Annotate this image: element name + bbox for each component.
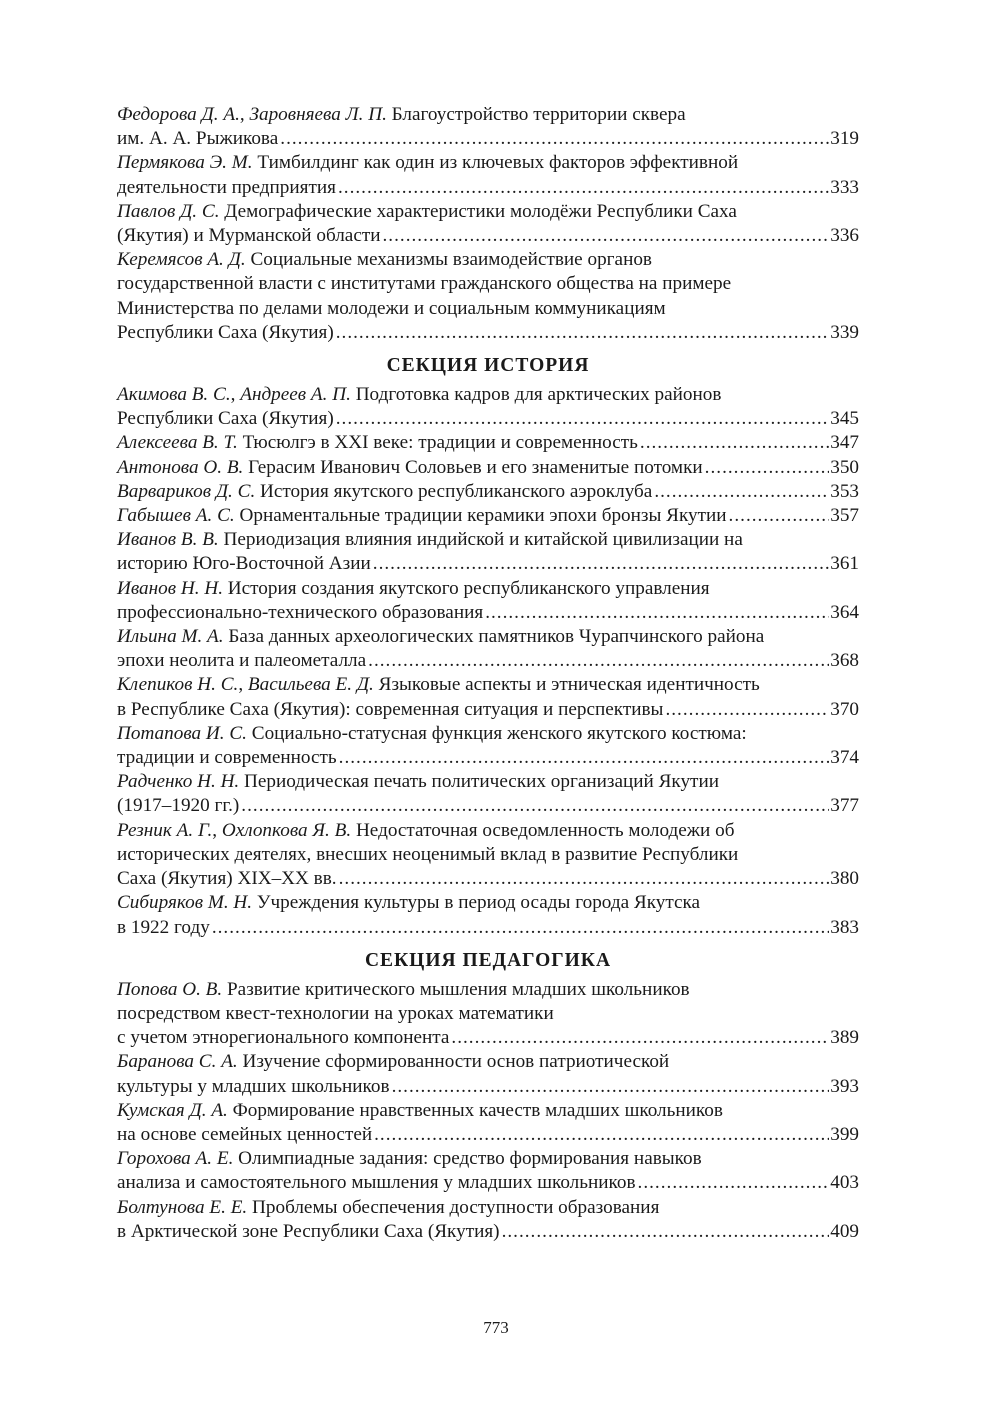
entry-line	[117, 297, 859, 321]
entry-line	[117, 891, 859, 915]
toc-entry[interactable]	[117, 625, 859, 673]
entry-line	[117, 673, 859, 697]
entry-text	[117, 297, 666, 321]
entry-page-number[interactable]: 361	[830, 553, 859, 575]
co-author-name: Васильева Е. Д.	[247, 674, 374, 696]
entry-text	[117, 431, 638, 455]
entry-text	[117, 916, 210, 940]
entry-line	[117, 819, 859, 843]
entry-title: Учреждения культуры в период осады города Якутска	[252, 892, 701, 914]
page-number: 773	[483, 1318, 509, 1337]
entry-title: История создания якутского республиканского управления	[223, 577, 710, 599]
author-name: Сибиряков М. Н.	[117, 892, 253, 914]
dot-leader	[485, 601, 829, 625]
author-name: Кумская Д. А.	[117, 1099, 228, 1121]
entry-line	[117, 577, 859, 601]
toc-entry[interactable]	[117, 528, 859, 576]
entry-line	[117, 528, 859, 552]
entry-page-number[interactable]: 399	[830, 1123, 859, 1145]
entry-title-continuation: посредством квест-технологии на уроках математики	[117, 1002, 554, 1024]
entry-line	[117, 383, 859, 407]
toc-entry[interactable]	[117, 200, 859, 248]
entry-text	[117, 176, 336, 200]
toc-entry[interactable]	[117, 673, 859, 721]
entry-title: Подготовка кадров для арктических районов	[350, 384, 722, 406]
toc-entry[interactable]	[117, 891, 859, 939]
entry-text	[117, 698, 663, 722]
entry-text	[117, 480, 652, 504]
entry-page-number[interactable]: 368	[830, 650, 859, 672]
author-name: Иванов В. В.	[117, 529, 219, 551]
entry-line	[117, 722, 859, 746]
toc-entry[interactable]	[117, 819, 859, 892]
toc-entry[interactable]	[117, 577, 859, 625]
author-name: Антонова О. В.	[117, 456, 244, 478]
entry-title-continuation: историю Юго-Восточной Азии	[117, 553, 371, 575]
toc-entry[interactable]	[117, 504, 859, 528]
entry-title-continuation: эпохи неолита и палеометалла	[117, 650, 367, 672]
co-author-name: Охлопкова Я. В.	[221, 819, 352, 841]
entry-text	[117, 1123, 372, 1147]
author-name: Иванов Н. Н.	[117, 577, 223, 599]
entry-title: Благоустройство территории сквера	[386, 104, 686, 125]
entry-text	[117, 891, 700, 915]
entry-title-continuation: на основе семейных ценностей	[117, 1123, 373, 1145]
entry-line	[117, 552, 859, 576]
toc-entry[interactable]	[117, 480, 859, 504]
entry-line	[117, 1002, 859, 1026]
entry-title: Олимпиадные задания: средство формирования навыков	[233, 1148, 702, 1170]
author-name: Горохова А. Е.	[117, 1148, 234, 1170]
entry-page-number[interactable]: 374	[830, 747, 859, 769]
entry-text	[117, 248, 652, 272]
entry-title-continuation: с учетом этнорегионального компонента	[117, 1027, 450, 1049]
entry-text	[117, 577, 710, 601]
section-heading: СЕКЦИЯ ИСТОРИЯ	[386, 355, 590, 377]
author-separator: ,	[239, 104, 250, 125]
dot-leader	[368, 649, 829, 673]
entry-text	[117, 601, 483, 625]
author-name: Федорова Д. А.	[117, 104, 240, 125]
table-of-contents	[117, 103, 859, 1244]
entry-page-number[interactable]: 333	[830, 176, 859, 198]
entry-page-number[interactable]: 357	[830, 505, 859, 527]
entry-line	[117, 431, 859, 455]
entry-line	[117, 1196, 859, 1220]
entry-line	[117, 248, 859, 272]
dot-leader	[241, 794, 829, 818]
entry-text	[117, 746, 337, 770]
author-separator: ,	[230, 384, 241, 406]
dot-leader	[638, 1171, 830, 1195]
entry-title-continuation: в Республике Саха (Якутия): современная ситуация и перспективы	[117, 698, 664, 720]
entry-title-continuation: (1917–1920 гг.)	[117, 795, 240, 817]
entry-page-number[interactable]: 350	[830, 456, 859, 478]
entry-text	[117, 321, 334, 345]
dot-leader	[392, 1075, 830, 1099]
entry-title: Демографические характеристики молодёжи Республики Саха	[219, 200, 737, 222]
entry-text	[117, 151, 738, 175]
dot-leader	[654, 480, 829, 504]
entry-page-number[interactable]: 389	[830, 1027, 859, 1049]
entry-line	[117, 978, 859, 1002]
entry-line	[117, 746, 859, 770]
entry-line	[117, 176, 859, 200]
entry-title-continuation: Республики Саха (Якутия)	[117, 408, 334, 430]
entry-page-number[interactable]: 393	[830, 1075, 859, 1097]
author-name: Попова О. В.	[117, 978, 223, 1000]
author-name: Баранова С. А.	[117, 1051, 238, 1073]
entry-title-continuation: в 1922 году	[117, 916, 210, 938]
author-name: Ильина М. А.	[117, 626, 224, 648]
entry-title: Социальные механизмы взаимодействие органов	[245, 249, 652, 271]
entry-text	[117, 1002, 554, 1026]
entry-title-continuation: Республики Саха (Якутия)	[117, 321, 334, 343]
dot-leader	[374, 1123, 829, 1147]
author-name: Потапова И. С.	[117, 722, 247, 744]
entry-title: Периодическая печать политических организаций Якутии	[239, 771, 719, 793]
toc-entry[interactable]	[117, 1196, 859, 1244]
entry-text	[117, 1220, 500, 1244]
entry-title-continuation: (Якутия) и Мурманской области	[117, 225, 381, 247]
entry-title-continuation: им. А. А. Рыжикова	[117, 128, 279, 150]
entry-page-number[interactable]: 347	[830, 432, 859, 454]
author-name: Болтунова Е. Е.	[117, 1196, 248, 1218]
entry-line	[117, 1220, 859, 1244]
entry-text	[117, 1099, 723, 1123]
entry-text	[117, 867, 337, 891]
entry-title-continuation: профессионально-технического образования	[117, 601, 484, 623]
entry-text	[117, 625, 764, 649]
entry-title: Недостаточная осведомленность молодежи об	[351, 819, 735, 841]
entry-line	[117, 321, 859, 345]
dot-leader	[339, 746, 830, 770]
entry-line	[117, 625, 859, 649]
entry-line	[117, 794, 859, 818]
entry-page-number[interactable]: 339	[830, 321, 859, 343]
entry-text	[117, 1147, 702, 1171]
toc-entry[interactable]	[117, 1099, 859, 1147]
entry-text	[117, 1171, 636, 1195]
entry-title: История якутского республиканского аэроклуба	[255, 480, 653, 502]
entry-line	[117, 1075, 859, 1099]
author-name: Алексеева В. Т.	[117, 432, 238, 454]
entry-page-number[interactable]: 377	[830, 795, 859, 817]
entry-text	[117, 456, 703, 480]
author-separator: ,	[212, 819, 222, 841]
dot-leader	[383, 224, 830, 248]
entry-title-continuation: культуры у младших школьников	[117, 1075, 390, 1097]
entry-title: Проблемы обеспечения доступности образования	[247, 1196, 660, 1218]
entry-text	[117, 224, 381, 248]
dot-leader	[336, 321, 829, 345]
entry-title: Периодизация влияния индийской и китайской цивилизации на	[218, 529, 743, 551]
entry-line	[117, 649, 859, 673]
toc-entry[interactable]	[117, 103, 859, 151]
entry-line	[117, 1123, 859, 1147]
entry-page-number[interactable]: 319	[830, 128, 859, 150]
toc-entry[interactable]	[117, 383, 859, 431]
entry-title-continuation: традиции и современность	[117, 747, 337, 769]
entry-line	[117, 916, 859, 940]
toc-entry[interactable]	[117, 151, 859, 199]
author-name: Керемясов А. Д.	[117, 249, 246, 271]
entry-title: Герасим Иванович Соловьев и его знаменитые потомки	[243, 456, 703, 478]
entry-line	[117, 1099, 859, 1123]
co-author-name: Заровняева Л. П.	[249, 104, 387, 125]
entry-text	[117, 819, 734, 843]
entry-line	[117, 601, 859, 625]
author-name: Клепиков Н. С.	[117, 674, 239, 696]
entry-line	[117, 456, 859, 480]
dot-leader	[502, 1220, 830, 1244]
entry-page-number[interactable]: 370	[830, 698, 859, 720]
entry-title: Языковые аспекты и этническая идентичность	[373, 674, 760, 696]
entry-line	[117, 698, 859, 722]
entry-text	[117, 200, 737, 224]
entry-title-continuation: Саха (Якутия) XIX–XX вв.	[117, 868, 337, 890]
dot-leader	[373, 552, 829, 576]
toc-entry[interactable]	[117, 978, 859, 1051]
toc-entry[interactable]	[117, 248, 859, 345]
author-name: Резник А. Г.	[117, 819, 213, 841]
section-heading: СЕКЦИЯ ПЕДАГОГИКА	[364, 949, 612, 971]
entry-line	[117, 272, 859, 296]
entry-page-number[interactable]: 409	[830, 1220, 859, 1242]
entry-line	[117, 103, 859, 127]
dot-leader	[338, 176, 829, 200]
toc-entry[interactable]	[117, 431, 859, 455]
toc-entry[interactable]	[117, 722, 859, 770]
entry-line	[117, 1171, 859, 1195]
entry-title: Тимбилдинг как один из ключевых факторов эффективной	[252, 152, 739, 174]
entry-line	[117, 1147, 859, 1171]
entry-title: База данных археологических памятников Чурапчинского района	[223, 626, 765, 648]
dot-leader	[665, 698, 829, 722]
entry-line	[117, 127, 859, 151]
dot-leader	[280, 127, 829, 151]
entry-line	[117, 867, 859, 891]
entry-text	[117, 978, 690, 1002]
entry-page-number[interactable]: 383	[830, 916, 859, 938]
author-name: Пермякова Э. М.	[117, 152, 253, 174]
entry-title: Развитие критического мышления младших школьников	[222, 978, 690, 1000]
entry-line	[117, 224, 859, 248]
entry-text	[117, 794, 239, 818]
entry-text	[117, 1196, 659, 1220]
toc-entry[interactable]	[117, 770, 859, 818]
entry-text	[117, 1026, 449, 1050]
entry-text	[117, 649, 366, 673]
entry-text	[117, 722, 747, 746]
author-separator: ,	[238, 674, 248, 696]
dot-leader	[451, 1026, 829, 1050]
toc-entry[interactable]	[117, 1050, 859, 1098]
entry-text	[117, 1075, 390, 1099]
entry-text	[117, 127, 278, 151]
entry-text	[117, 770, 719, 794]
entry-title: Тюсюлгэ в XXI веке: традиции и современность	[237, 432, 638, 454]
entry-line	[117, 407, 859, 431]
entry-title: Изучение сформированности основ патриотической	[237, 1051, 670, 1073]
toc-entry[interactable]	[117, 1147, 859, 1195]
entry-line	[117, 1050, 859, 1074]
entry-text	[117, 407, 334, 431]
dot-leader	[212, 916, 829, 940]
entry-text	[117, 528, 743, 552]
dot-leader	[336, 407, 829, 431]
entry-title-continuation: государственной власти с институтами гражданского общества на примере	[117, 273, 732, 295]
entry-page-number[interactable]: 380	[830, 868, 859, 890]
author-name: Габышев А. С.	[117, 505, 235, 527]
entry-title-continuation: в Арктической зоне Республики Саха (Якутия)	[117, 1220, 500, 1242]
entry-page-number[interactable]: 403	[830, 1172, 859, 1194]
entry-line	[117, 504, 859, 528]
entry-title-continuation: Министерства по делами молодежи и социальным коммуникациям	[117, 297, 666, 319]
dot-leader	[729, 504, 830, 528]
entry-title-continuation: анализа и самостоятельного мышления у младших школьников	[117, 1172, 636, 1194]
entry-text	[117, 1050, 669, 1074]
entry-text	[117, 673, 760, 697]
entry-line	[117, 843, 859, 867]
author-name: Варвариков Д. С.	[117, 480, 256, 502]
dot-leader	[339, 867, 830, 891]
entry-line	[117, 200, 859, 224]
dot-leader	[640, 431, 829, 455]
author-name: Радченко Н. Н.	[117, 771, 240, 793]
entry-text	[117, 383, 721, 407]
entry-line	[117, 480, 859, 504]
entry-line	[117, 1026, 859, 1050]
entry-title: Социально-статусная функция женского якутского костюма:	[246, 722, 747, 744]
author-name: Павлов Д. С.	[117, 200, 220, 222]
entry-page-number[interactable]: 364	[830, 601, 859, 623]
entry-text	[117, 504, 727, 528]
entry-text	[117, 103, 686, 127]
entry-line	[117, 151, 859, 175]
author-name: Акимова В. С.	[117, 384, 231, 406]
entry-page-number[interactable]: 353	[830, 480, 859, 502]
entry-title-continuation: исторических деятелях, внесших неоценимый вклад в развитие Республики	[117, 843, 739, 865]
entry-text	[117, 843, 738, 867]
toc-entry[interactable]	[117, 456, 859, 480]
entry-page-number[interactable]: 336	[830, 225, 859, 247]
entry-text	[117, 272, 731, 296]
entry-page-number[interactable]: 345	[830, 408, 859, 430]
entry-line	[117, 770, 859, 794]
entry-title: Орнаментальные традиции керамики эпохи бронзы Якутии	[234, 505, 727, 527]
dot-leader	[705, 456, 830, 480]
entry-text	[117, 552, 371, 576]
entry-title: Формирование нравственных качеств младших школьников	[227, 1099, 723, 1121]
entry-title-continuation: деятельности предприятия	[117, 176, 336, 198]
co-author-name: Андреев А. П.	[240, 384, 351, 406]
